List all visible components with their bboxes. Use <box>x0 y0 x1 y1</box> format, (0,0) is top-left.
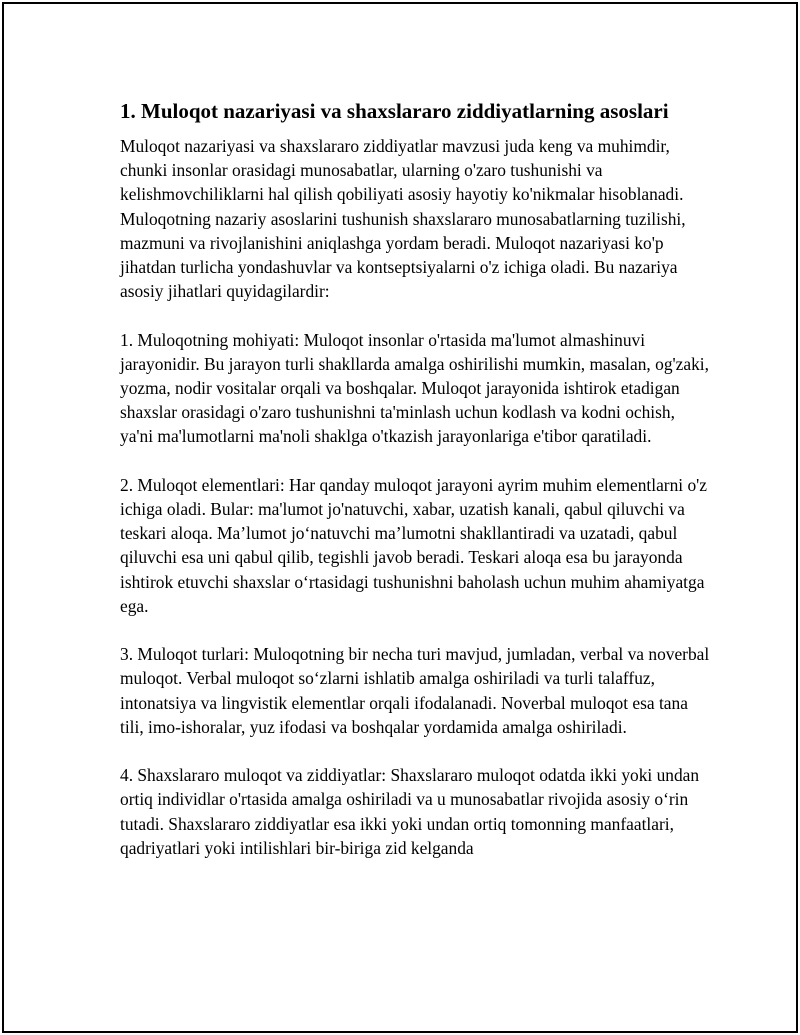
paragraph-point-3: 3. Muloqot turlari: Muloqotning bir necha turi mavjud, jumladan, verbal va noverbal muloqot. Verbal muloqot so‘zlarni ishlatib amalga oshiriladi va turli talaffuz, intonatsiya va lingvistik elementlar orqali ifodalanadi. Noverbal muloqot esa tana tili, imo-ishoralar, yuz ifodasi va boshqalar yordamida amalga oshiriladi. <box>120 644 710 737</box>
document-title: 1. Muloqot nazariyasi va shaxslararo ziddiyatlarning asoslari <box>120 99 669 123</box>
document-page <box>2 2 798 1033</box>
paragraph-point-1: 1. Muloqotning mohiyati: Muloqot insonlar o'rtasida ma'lumot almashinuvi jarayonidir. Bu jarayon turli shakllarda amalga oshirilishi mumkin, masalan, og'zaki, yozma, nodir vositalar orqali va boshqalar. Muloqot jarayonida ishtirok etadigan shaxslar orasidagi o'zaro tushunishni ta'minlash uchun kodlash va kodni ochish, ya'ni ma'lumotlarni ma'noli shaklga o'tkazish jarayonlariga e'tibor qaratiladi. <box>120 329 709 447</box>
document-body <box>120 97 710 884</box>
paragraph-point-2: 2. Muloqot elementlari: Har qanday muloqot jarayoni ayrim muhim elementlarni o'z ichiga oladi. Bular: ma'lumot jo'natuvchi, xabar, uzatish kanali, qabul qiluvchi va teskari aloqa. Ma’lumot jo‘natuvchi ma’lumotni shakllantiradi va uzatadi, qabul qiluvchi esa uni qabul qilib, tegishli javob beradi. Teskari aloqa esa bu jarayonda ishtirok etuvchi shaxslar o‘rtasidagi tushunishni baholash uchun muhim ahamiyatga ega. <box>120 474 708 616</box>
paragraph-intro: Muloqot nazariyasi va shaxslararo ziddiyatlar mavzusi juda keng va muhimdir, chunki insonlar orasidagi munosabatlar, ularning o'zaro tushunishi va kelishmovchiliklarni hal qilish qobiliyati asosiy hayotiy ko'nikmalar hisoblanadi. Muloqotning nazariy asoslarini tushunish shaxslararo munosabatlarning tuzilishi, mazmuni va rivojlanishini aniqlashga yordam beradi. Muloqot nazariyasi ko'p jihatdan turlicha yondashuvlar va kontseptsiyalarni o'z ichiga oladi. Bu nazariya asosiy jihatlari quyidagilardir: <box>120 136 686 302</box>
paragraph-point-4: 4. Shaxslararo muloqot va ziddiyatlar: Shaxslararo muloqot odatda ikki yoki undan ortiq individlar o'rtasida amalga oshiriladi va u munosabatlar rivojida asosiy o‘rin tutadi. Shaxslararo ziddiyatlar esa ikki yoki undan ortiq tomonning manfaatlari, qadriyatlari yoki intilishlari bir-biriga zid kelganda <box>120 765 700 858</box>
